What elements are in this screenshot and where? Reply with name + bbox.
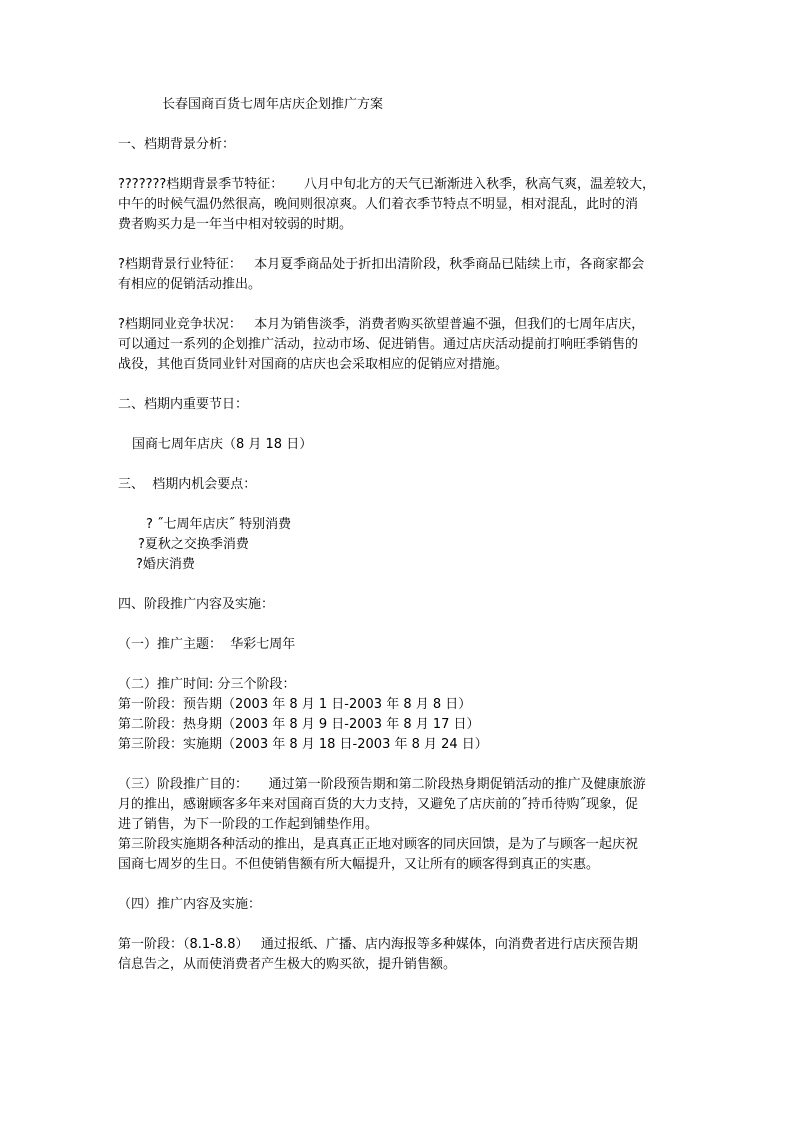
promotion-time-heading: （二）推广时间: 分三个阶段： (118, 677, 296, 692)
season-feature-line: 费者购买力是一年当中相对较弱的时期。 (118, 217, 353, 232)
season-feature-line: ???????档期背景季节特征： 八月中旬北方的天气已渐渐进入秋季，秋高气爽，温差较大， (118, 177, 655, 192)
spacer (118, 115, 693, 135)
spacer (118, 755, 693, 775)
promotion-purpose-line: 国商七周岁的生日。不但使销售额有所大幅提升，又让所有的顾客得到真正的实惠。 (118, 857, 600, 872)
stage-item: 第二阶段：热身期（2003 年 8 月 9 日-2003 年 8 月 17 日） (118, 717, 480, 732)
spacer (118, 155, 693, 175)
spacer (118, 915, 693, 935)
promotion-content-line: 信息告之，从而使消费者产生极大的购买欲，提升销售额。 (118, 957, 457, 972)
spacer (118, 495, 693, 515)
spacer (118, 375, 693, 395)
promotion-content-line: 第一阶段：（8.1-8.8） 通过报纸、广播、店内海报等多种媒体，向消费者进行店庆预告期 (118, 937, 638, 952)
promotion-purpose-line: 第三阶段实施期各种活动的推出，是真真正正地对顾客的同庆回馈，是为了与顾客一起庆祝 (118, 837, 639, 852)
document-title: 长春国商百货七周年店庆企划推广方案 (162, 97, 384, 112)
season-feature-line: 中午的时候气温仍然很高，晚间则很凉爽。人们着衣季节特点不明显，相对混乱，此时的消 (118, 197, 639, 212)
spacer (118, 615, 693, 635)
promotion-theme: （一）推广主题： 华彩七周年 (118, 637, 296, 652)
spacer (118, 235, 693, 255)
opportunity-item: ?婚庆消费 (136, 557, 195, 572)
stage-item: 第一阶段：预告期（2003 年 8 月 1 日-2003 年 8 月 8 日） (118, 697, 472, 712)
spacer (118, 655, 693, 675)
spacer (118, 875, 693, 895)
competition-line: 战役，其他百货同业针对国商的店庆也会采取相应的促销应对措施。 (118, 357, 509, 372)
spacer (118, 455, 693, 475)
competition-line: ?档期同业竞争状况： 本月为销售淡季，消费者购买欲望普遍不强，但我们的七周年店庆， (118, 317, 645, 332)
holiday-item: 国商七周年店庆（8 月 18 日） (132, 437, 313, 452)
industry-feature-line: ?档期背景行业特征： 本月夏季商品处于折扣出清阶段，秋季商品已陆续上市，各商家都会 (118, 257, 645, 272)
spacer (118, 575, 693, 595)
promotion-content-heading: （四）推广内容及实施： (118, 897, 262, 912)
promotion-purpose-line: （三）阶段推广目的： 通过第一阶段预告期和第二阶段热身期促销活动的推广及健康旅游 (118, 777, 646, 792)
competition-line: 可以通过一系列的企划推广活动，拉动市场、促进销售。通过店庆活动提前打响旺季销售的 (118, 337, 639, 352)
stage-item: 第三阶段：实施期（2003 年 8 月 18 日-2003 年 8 月 24 日） (118, 737, 488, 752)
opportunity-item: ?夏秋之交换季消费 (138, 537, 249, 552)
industry-feature-line: 有相应的促销活动推出。 (118, 277, 262, 292)
section-heading-opportunities: 三、 档期内机会要点： (118, 477, 257, 492)
opportunity-item: ? ˝七周年店庆˝ 特别消费 (146, 517, 292, 532)
promotion-purpose-line: 月的推出，感谢顾客多年来对国商百货的大力支持，又避免了店庆前的˝持币待购˝现象，促 (118, 797, 639, 812)
promotion-purpose-line: 进了销售，为下一阶段的工作起到铺垫作用。 (118, 817, 379, 832)
section-heading-promotion: 四、阶段推广内容及实施： (118, 597, 275, 612)
document-page (118, 95, 693, 975)
spacer (118, 415, 693, 435)
section-heading-background: 一、档期背景分析： (118, 137, 236, 152)
section-heading-holidays: 二、档期内重要节日： (118, 397, 249, 412)
spacer (118, 295, 693, 315)
